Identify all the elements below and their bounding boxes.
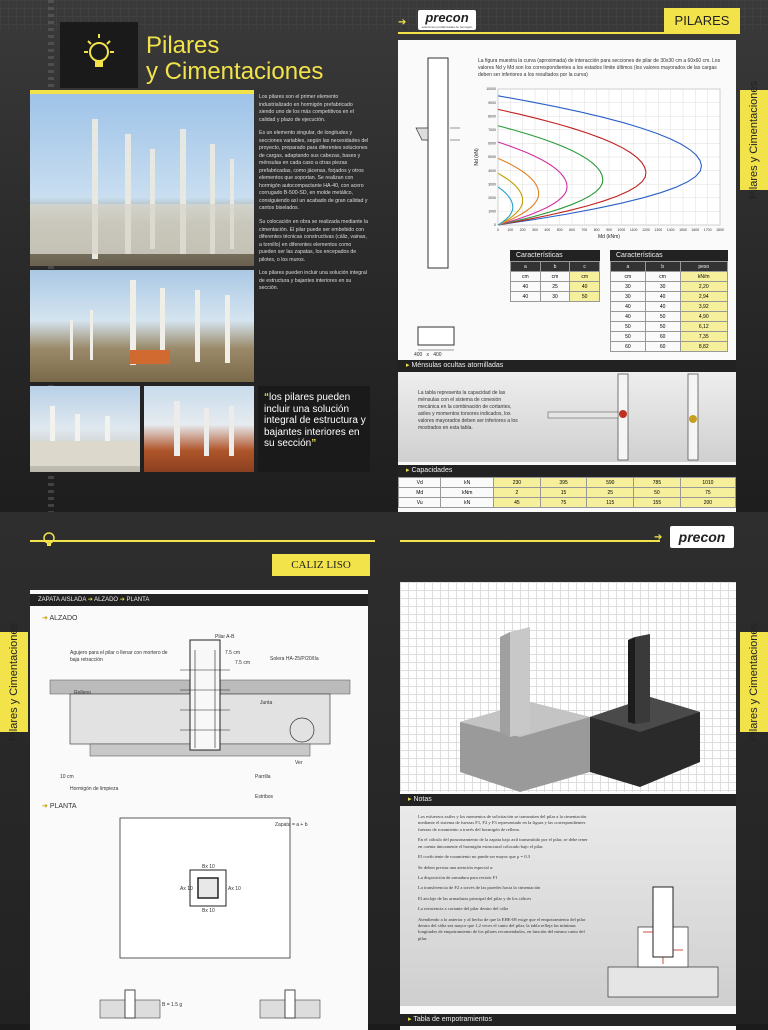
y-tick-label: 7000: [488, 128, 496, 132]
table-cell: cm: [645, 272, 680, 282]
notas-list: [418, 814, 593, 946]
table-cell: 25: [540, 282, 570, 292]
x-tick-label: 0: [497, 228, 499, 232]
table-cell: Vu: [399, 498, 441, 508]
nota-paragraph: La resistencia a cortante del pilar dentro del cáliz: [418, 906, 509, 912]
notas-header: [400, 794, 736, 806]
brand-name-2: precon: [678, 529, 726, 545]
table-cell: 30: [611, 282, 646, 292]
nota-paragraph: Se deben prestar una atención especial a:: [418, 864, 494, 870]
table1-title: Características: [510, 250, 600, 261]
side-tab: [740, 81, 768, 199]
mensulas-title: Ménsulas ocultas atornilladas: [411, 362, 504, 369]
table-unit-row: [511, 272, 600, 282]
brand-logo: [418, 10, 476, 30]
table-cell: 8,82: [680, 342, 728, 352]
table-cell: cm: [540, 272, 570, 282]
brand-tagline: soluciones prefabricadas de hormigón: [421, 25, 473, 29]
nota-paragraph: Atendiendo a lo anterior y al hecho de que la EHE-08 exige que el empotramiento del pilar dentro del cáliz sea mayor que 1,2 veces el canto del pilar, la tabla refleja las mínimas longitudes de empotramiento de los pilares recomendados, en función del mismo canto del pilar.: [418, 916, 586, 941]
bulb-icon: [60, 22, 138, 88]
tabla-title: Tabla de empotramientos: [413, 1016, 492, 1023]
capacidades-title: Capacidades: [411, 467, 453, 474]
label-ax-right: Ax 10: [228, 886, 241, 892]
table-cell: 60: [611, 342, 646, 352]
notas-panel: [400, 582, 736, 1030]
table-cell: kN/m: [680, 272, 728, 282]
breadcrumb-arrow-2: ➔: [119, 597, 127, 603]
x-tick-label: 1700: [703, 228, 712, 232]
arrow-icon-2: ➔: [654, 532, 663, 543]
dim-2: 400: [433, 352, 442, 358]
notas-title: Notas: [413, 796, 432, 803]
label-75a: 7.5 cm: [225, 650, 241, 656]
x-tick-label: 1200: [642, 228, 650, 232]
capacidades-header: [398, 465, 736, 477]
label-b15: B = 1.5 g: [162, 1002, 183, 1008]
x-tick-label: 1800: [716, 228, 724, 232]
table-cell: cm: [570, 272, 600, 282]
y-tick-label: 2000: [488, 196, 496, 200]
chart-intro: La figura muestra la curva (aproximada) de interacción para secciones de pilar de 30x30 cm a 60x60 cm. Los valores Nd y Md son los correspondientes a los estados límite últimos (los valores mayorados de las cargas deben ser inferiores a los resultados por la curva): [478, 58, 721, 78]
table-row: [511, 282, 600, 292]
label-bx-bottom: Bx 10: [202, 908, 215, 914]
y-tick-label: 4000: [488, 168, 496, 173]
table-row: [611, 302, 728, 312]
label-ax-left: Ax 10: [180, 886, 193, 892]
nota-paragraph: El anclaje de las armaduras principal del pilar y de los cálices: [418, 895, 532, 901]
table-cell: 40: [511, 282, 541, 292]
side-tab-left: [0, 623, 28, 741]
side-tab-right-label: Pilares y Cimentaciones: [748, 623, 760, 741]
side-tab-label: Pilares y Cimentaciones: [748, 81, 760, 199]
header-rule-left: [30, 540, 375, 542]
table-cell: 45: [494, 498, 541, 508]
capacidades-table: [398, 477, 736, 508]
tabla-header: [400, 1014, 736, 1026]
caliz-panel: [30, 590, 368, 1030]
label-agujero: Agujero para el pilar o llenar con mortero de baja retracción: [70, 650, 168, 663]
table-cell: a: [511, 262, 541, 272]
label-solera: Solera HA-25/P/20/IIa: [270, 656, 319, 662]
label-relleno: Relleno: [74, 690, 91, 696]
table-cell: 115: [587, 498, 634, 508]
y-tick-label: 1000: [488, 209, 496, 214]
table-cell: 75: [540, 498, 587, 508]
quote-open: “: [264, 392, 269, 403]
x-tick-label: 300: [532, 228, 538, 232]
table-cell: 590: [587, 478, 634, 488]
y-tick-label: 8000: [488, 114, 496, 119]
table-cell: 60: [645, 332, 680, 342]
photo-pillars-2: [30, 270, 254, 382]
table-cell: a: [611, 262, 646, 272]
planta-drawing: [120, 818, 300, 968]
intro-text: [259, 94, 369, 293]
table-cell: cm: [611, 272, 646, 282]
table-row: [611, 342, 728, 352]
x-tick-label: 800: [593, 228, 600, 232]
alzado-text: ALZADO: [49, 615, 78, 622]
table-cell: 200: [680, 498, 735, 508]
table-row: [611, 312, 728, 322]
x-tick-label: 200: [519, 228, 526, 232]
page-title: [146, 33, 323, 85]
table-cell: kN: [441, 498, 494, 508]
brand-name: precon: [425, 10, 469, 25]
table-cell: 7,35: [680, 332, 728, 342]
bottom-spread: [0, 512, 768, 1024]
label-pilar: Pilar A-B: [215, 634, 235, 640]
table-cell: c: [570, 262, 600, 272]
table-cell: 30: [611, 292, 646, 302]
table-cell: 2: [494, 488, 541, 498]
label-zapata: Zapata = a + b: [275, 822, 308, 828]
table-row: [611, 292, 728, 302]
photo-pillars-4: [144, 386, 254, 472]
mensula-drawing: [548, 374, 728, 460]
y-tick-label: 10000: [486, 87, 496, 92]
table-cell: 50: [634, 488, 681, 498]
nota-paragraph: La disposición de armadura para resistir F1: [418, 874, 498, 880]
nota-paragraph: Los esfuerzos axiles y los momentos de solicitación se transmiten del pilar a la cimentación mediante el sistema de fuerzas F1, F2 y F3 representado en la figura y las correspondientes fuerzas de rozamiento a través del hormigón de relleno.: [418, 814, 587, 832]
table-cell: 2,94: [680, 292, 728, 302]
table-unit-row: [611, 272, 728, 282]
dims: 400 x 400: [414, 352, 442, 358]
table-row: [611, 332, 728, 342]
alzado-label: [42, 614, 77, 622]
x-tick-label: 1600: [691, 228, 700, 232]
alzado-arrow: ➔: [42, 615, 50, 622]
nota-paragraph: El coeficiente de rozamiento no puede ser mayor que μ = 0.3: [418, 854, 530, 860]
detail-drawings: [100, 990, 340, 1026]
label-hormigon: Hormigón de limpieza: [70, 786, 119, 792]
table-cell: 395: [540, 478, 587, 488]
title-line-1: Pilares: [146, 32, 220, 59]
table-cell: 40: [570, 282, 600, 292]
x-tick-label: 600: [569, 228, 575, 232]
brand-logo-2: [670, 526, 734, 548]
interaction-chart: [470, 85, 726, 245]
table-row: [399, 498, 736, 508]
table-cell: cm: [511, 272, 541, 282]
pillar-drawing: [408, 58, 468, 278]
planta-text: PLANTA: [49, 803, 77, 810]
breadcrumb: [30, 594, 368, 606]
table-cell: 50: [645, 322, 680, 332]
table-cell: 50: [645, 312, 680, 322]
label-parrilla: Parrilla: [255, 774, 271, 780]
header-rule: [398, 32, 668, 34]
x-tick-label: 900: [606, 228, 612, 232]
table-cell: b: [540, 262, 570, 272]
photo-pillars-1: [30, 94, 254, 266]
label-bx-top: Bx 10: [202, 864, 215, 870]
y-tick-label: 0: [494, 223, 496, 228]
characteristics-table-2: [610, 250, 728, 352]
table-cell: 25: [587, 488, 634, 498]
chart-svg: [470, 85, 726, 245]
top-spread: [0, 0, 768, 512]
intro-paragraph-2: Es un elemento singular, de longitudes y secciones variables, según las necesidades del proyecto, preparado para diferentes soluciones de cargas, adaptando sus cabezas, bases y ménsulas en cada caso a otras piezas prefabricadas, como jácenas, forjados y otros elementos que soportan. Se realizan con hormigón autocompactante HA-40, con acero corrugado B-500-SD, en molde metálico, consiguiendo así un acabado de gran calidad y cantos biselados.: [259, 130, 369, 212]
nota-paragraph: En el cálculo del punzonamiento de la zapata bajo axil transmitido por el pilar, se debe tener en cuenta únicamente el hormigón estructural colocado bajo el pilar.: [418, 837, 588, 849]
y-tick-label: 9000: [488, 100, 496, 105]
x-tick-label: 1500: [679, 228, 687, 232]
side-tab-left-label: Pilares y Cimentaciones: [8, 623, 20, 741]
quote-box: [258, 386, 370, 472]
table-cell: 4,90: [680, 312, 728, 322]
characteristics-table-1: [510, 250, 600, 302]
breadcrumb-arrow-1: ➔: [87, 597, 95, 603]
side-tab-right: [740, 623, 768, 741]
table-cell: 1010: [680, 478, 735, 488]
intro-paragraph-4: Los pilares pueden incluir una solución integral de estructura y bajantes interiores en su sección.: [259, 270, 367, 292]
table-cell: kNm: [441, 488, 494, 498]
table2: [610, 261, 728, 352]
table-cell: Md: [399, 488, 441, 498]
bulb-icon-small: [38, 528, 60, 550]
table-cell: 50: [611, 332, 646, 342]
table-cell: 60: [645, 342, 680, 352]
mensulas-marker: ▸: [406, 362, 412, 369]
table-cell: 230: [494, 478, 541, 488]
y-tick-label: 6000: [488, 141, 496, 146]
y-tick-label: 5000: [488, 155, 496, 160]
table-cell: 785: [634, 478, 681, 488]
quote-text: los pilares pueden incluir una solución integral de estructura y bajantes interiores en su sección: [264, 392, 366, 449]
y-axis-label: Nd (kN): [474, 148, 480, 166]
capacidades-marker: ▸: [406, 467, 412, 474]
table-cell: b: [645, 262, 680, 272]
y-tick-label: 3000: [488, 182, 496, 187]
x-tick-label: 1100: [629, 228, 638, 232]
table-cell: 40: [645, 302, 680, 312]
arrow-icon: ➔: [398, 17, 407, 28]
table-cell: 6,12: [680, 322, 728, 332]
quote-close: ”: [311, 438, 317, 449]
caliz-renders: [450, 612, 710, 792]
intro-paragraph-3: Su colocación en obra se realizada mediante la cimentación. El pilar puede ser embebido con diferentes técnicas constructivas (cáliz, vainas, a tornillo) en diferentes elementos como pueden ser las zapatas, los encepados de pilotes, o los muros.: [259, 218, 369, 263]
tabla-marker: ▸: [408, 1016, 414, 1023]
table-row: [511, 292, 600, 302]
planta-arrow: ➔: [42, 803, 50, 810]
breadcrumb-item-planta[interactable]: PLANTA: [126, 597, 150, 603]
table-row: [399, 488, 736, 498]
table1: [510, 261, 600, 302]
table-row: [611, 322, 728, 332]
x-tick-label: 1400: [666, 228, 675, 232]
table-cell: 15: [540, 488, 587, 498]
x-tick-label: 400: [544, 228, 551, 232]
label-10cm: 10 cm: [60, 774, 74, 780]
table-cell: 155: [634, 498, 681, 508]
section-sketch: [414, 325, 464, 355]
mensulas-header: [398, 360, 736, 372]
section-tab: PILARES: [664, 8, 740, 34]
table-header-row: [511, 262, 600, 272]
table-row: [399, 478, 736, 488]
table-cell: kN: [441, 478, 494, 488]
section-tab-caliz: CALIZ LISO: [272, 554, 370, 576]
intro-paragraph-1: Los pilares son el primer elemento industrializado en hormigón prefabricado siendo uno de los más competitivos en el calidad y plazo de ejecución.: [259, 94, 354, 123]
table-cell: 3,92: [680, 302, 728, 312]
table-cell: peso: [680, 262, 728, 272]
x-tick-label: 1300: [654, 228, 663, 232]
x-tick-label: 1000: [617, 228, 626, 232]
table-cell: 40: [511, 292, 541, 302]
title-line-2: y Cimentaciones: [146, 58, 324, 85]
notas-marker: ▸: [408, 796, 414, 803]
forces-diagram: [598, 872, 728, 1002]
table-row: [611, 282, 728, 292]
nota-paragraph: La transferencia de F2 a través de las paredes hacia la cimentación: [418, 885, 541, 891]
table2-title: Características: [610, 250, 728, 261]
breadcrumb-item-zapata[interactable]: ZAPATA AISLADA: [38, 597, 87, 603]
table-cell: 40: [645, 292, 680, 302]
breadcrumb-item-alzado[interactable]: ALZADO: [94, 597, 119, 603]
table-cell: 75: [680, 488, 735, 498]
dim-1: 400: [414, 352, 423, 358]
mensulas-text: La tabla representa la capacidad de las ménsulas con el sistema de conexión mecánica en la combinación de cortantes, axiles y momentos torsores indicados, los valores mayorados deben ser inferiores a los mostrados en esta tabla.: [418, 390, 518, 431]
content-panel: [398, 40, 736, 538]
x-tick-label: 100: [507, 228, 514, 232]
table-cell: 50: [570, 292, 600, 302]
table-cell: 30: [645, 282, 680, 292]
x-tick-label: 700: [581, 228, 588, 232]
table-cell: 2,20: [680, 282, 728, 292]
table-cell: 40: [611, 302, 646, 312]
table-cell: 30: [540, 292, 570, 302]
label-ver: Ver: [295, 760, 303, 766]
table-cell: 40: [611, 312, 646, 322]
table-cell: 50: [611, 322, 646, 332]
x-tick-label: 500: [556, 228, 563, 232]
planta-label: [42, 802, 77, 810]
label-estribos: Estribos: [255, 794, 274, 800]
header-rule-right: [400, 540, 660, 542]
table-header-row: [611, 262, 728, 272]
pull-quote: [264, 392, 370, 450]
label-junta: Junta: [260, 700, 273, 706]
x-axis-label: Md (kNm): [598, 234, 620, 240]
table-cell: Vd: [399, 478, 441, 488]
label-75b: 7.5 cm: [235, 660, 251, 666]
bulb-tile: [60, 22, 138, 88]
photo-pillars-3: [30, 386, 140, 472]
